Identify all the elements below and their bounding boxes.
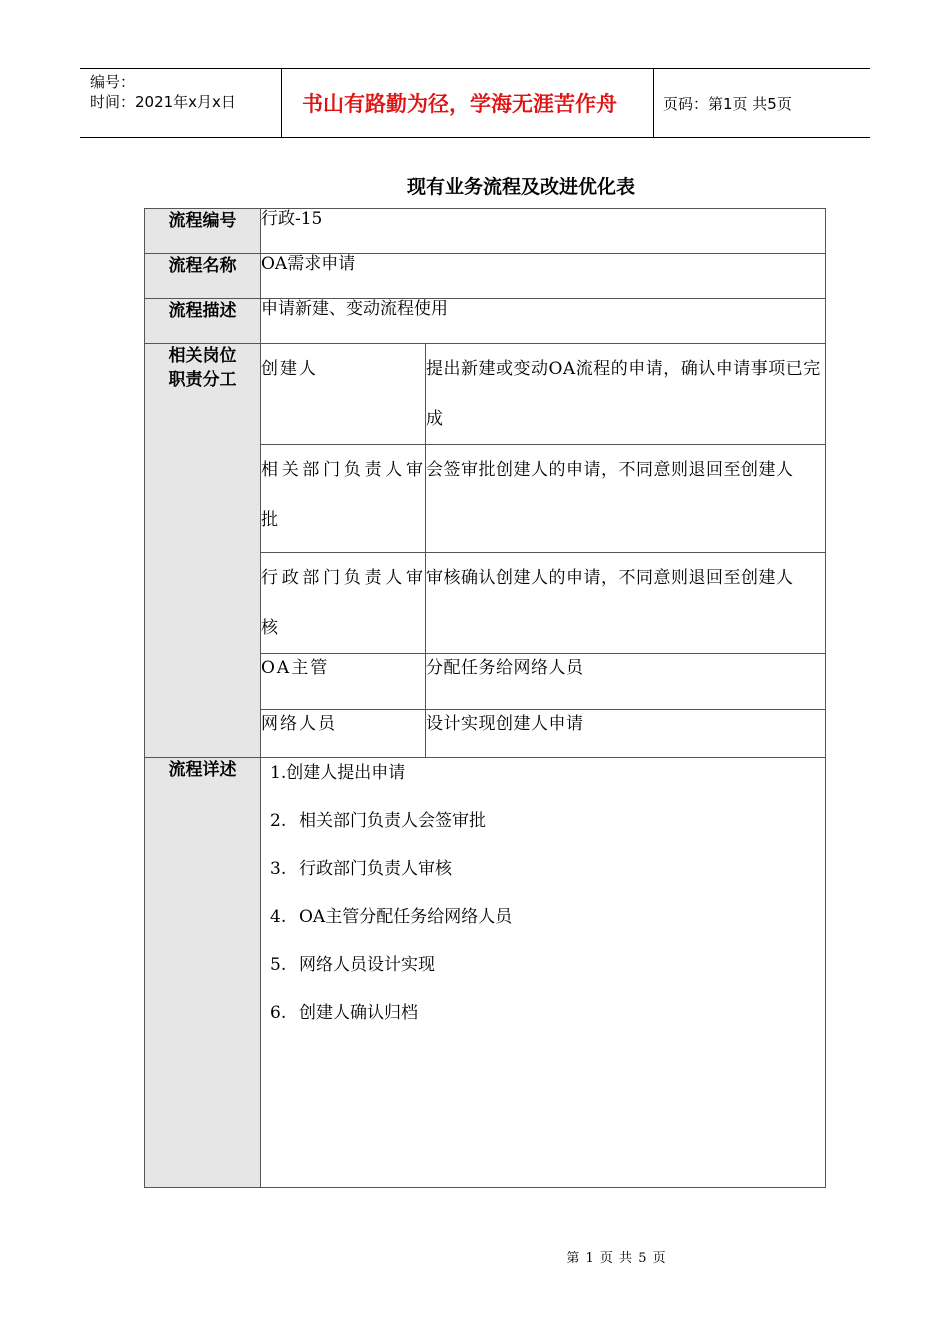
- process-detail-steps: [261, 758, 826, 1188]
- document-number-label: 编号：: [90, 73, 136, 91]
- process-step: 1.创建人提出申请: [270, 763, 406, 783]
- role-name: 创建人: [261, 344, 426, 445]
- role-duty: 审核确认创建人的申请，不同意则退回至创建人: [426, 553, 826, 654]
- table-row: [145, 254, 826, 299]
- roles-label-line-2: 职责分工: [168, 370, 237, 390]
- process-step: 5. 网络人员设计实现: [270, 955, 435, 975]
- page-header: [80, 68, 870, 138]
- table-row: [145, 299, 826, 344]
- process-name-value: OA需求申请: [261, 254, 826, 299]
- process-description-label: 流程描述: [145, 299, 261, 344]
- role-duty: 提出新建或变动OA流程的申请，确认申请事项已完成: [426, 344, 826, 445]
- role-name: 相关部门负责人审批: [261, 445, 426, 553]
- process-step: 2. 相关部门负责人会签审批: [270, 811, 486, 831]
- table-row: [145, 344, 826, 445]
- document-title: 现有业务流程及改进优化表: [406, 176, 635, 198]
- process-description-value: 申请新建、变动流程使用: [261, 299, 826, 344]
- role-duty: 会签审批创建人的申请，不同意则退回至创建人: [426, 445, 826, 553]
- process-step: 3. 行政部门负责人审核: [270, 859, 452, 879]
- role-name: 网络人员: [261, 710, 426, 758]
- process-code-value: 行政-15: [261, 209, 826, 254]
- roles-label-line-1: 相关岗位: [168, 346, 237, 366]
- header-motto: 书山有路勤为径，学海无涯苦作舟: [281, 69, 654, 137]
- process-step: 6. 创建人确认归档: [270, 1003, 418, 1023]
- header-meta: [80, 69, 281, 137]
- header-page-info: 页码：第1页 共5页: [663, 94, 792, 113]
- process-table: [144, 208, 826, 1188]
- process-name-label: 流程名称: [145, 254, 261, 299]
- table-row: [145, 758, 826, 1188]
- document-time-label: 时间：2021年x月x日: [90, 93, 236, 111]
- page-footer: 第 1 页 共 5 页: [566, 1251, 667, 1266]
- process-detail-label: 流程详述: [145, 758, 261, 1188]
- role-duty: 设计实现创建人申请: [426, 710, 826, 758]
- table-row: [145, 209, 826, 254]
- roles-label: [145, 344, 261, 758]
- role-name: OA主管: [261, 654, 426, 710]
- role-duty: 分配任务给网络人员: [426, 654, 826, 710]
- process-code-label: 流程编号: [145, 209, 261, 254]
- role-name: 行政部门负责人审核: [261, 553, 426, 654]
- process-step: 4. OA主管分配任务给网络人员: [270, 907, 513, 927]
